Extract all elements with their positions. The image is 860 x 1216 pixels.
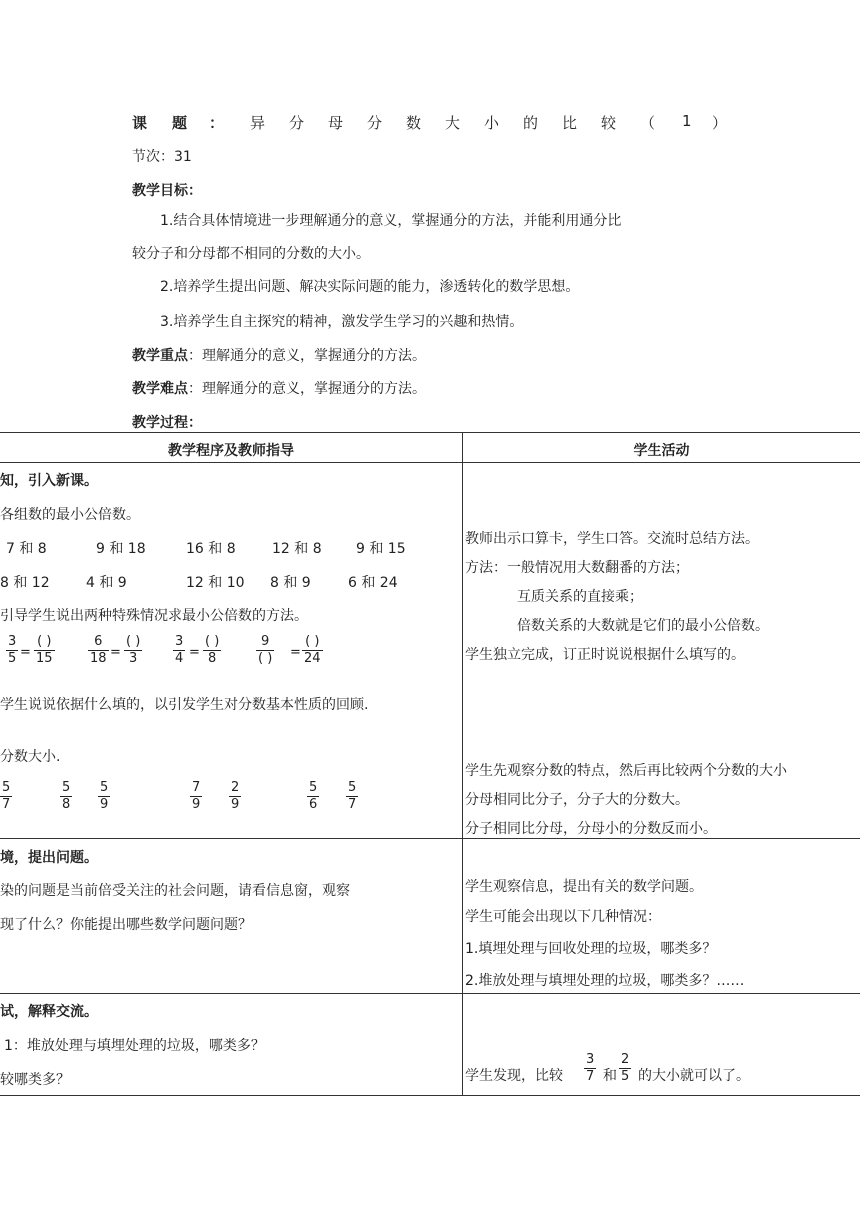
goal-2: 2.培养学生提出问题、解决实际问题的能力，渗透转化的数学思想。	[160, 279, 580, 295]
lcm-pair: 8 和 12	[0, 575, 50, 591]
lcm-pair: 4 和 9	[86, 575, 127, 591]
row3-heading: 试，解释交流。	[0, 1004, 98, 1020]
goal-1-line-1: 1.结合具体情境进一步理解通分的意义，掌握通分的方法，并能利用通分比	[160, 213, 622, 229]
lcm-pair: 12 和 10	[186, 575, 245, 591]
row2-right-line2: 学生可能会出现以下几种情况：	[465, 909, 661, 925]
row1-right-line3: 互质关系的直接乘；	[517, 589, 643, 605]
title-char: 数	[406, 114, 422, 132]
title-char: 大	[445, 114, 461, 132]
lcm-pair: 9 和 15	[356, 541, 406, 557]
lcm-pair: 6 和 24	[348, 575, 398, 591]
fraction: 5 7	[2, 780, 11, 812]
fraction: 3 7	[586, 1052, 595, 1084]
equals-sign: =	[20, 645, 31, 660]
focus-line	[132, 345, 426, 365]
row2-line2: 现了什么？你能提出哪些数学问题问题？	[0, 917, 252, 933]
row2-right-line3: 1.填埋处理与回收处理的垃圾，哪类多？	[465, 941, 717, 957]
row3-line2: 较哪类多？	[0, 1072, 70, 1088]
row1-right-line5: 学生独立完成，订正时说说根据什么填写的。	[465, 647, 745, 663]
lcm-pair: 7 和 8	[6, 541, 47, 557]
table-border-top	[0, 432, 860, 433]
row1-right-line4: 倍数关系的大数就是它们的最小公倍数。	[517, 618, 769, 634]
fraction: 7 9	[192, 780, 201, 812]
title-char: ：	[209, 114, 225, 132]
row1-right-line1: 教师出示口算卡，学生口答。交流时总结方法。	[465, 531, 759, 547]
row3-right-prefix: 学生发现，比较	[465, 1068, 563, 1084]
fraction-blank: ( ) 8	[205, 634, 220, 666]
difficulty-text: ：理解通分的意义，掌握通分的方法。	[188, 381, 426, 397]
title-char: 课	[132, 114, 148, 132]
row1-line4: 分数大小.	[0, 749, 61, 765]
column-divider	[462, 432, 463, 1096]
fraction-blank: 9 ( )	[258, 634, 273, 666]
section-number: 节次：31	[132, 149, 192, 165]
row1-line1: 各组数的最小公倍数。	[0, 507, 140, 523]
fraction: 5 6	[309, 780, 318, 812]
equals-sign: =	[189, 645, 200, 660]
equals-sign: =	[290, 645, 301, 660]
row3-line1: 1：堆放处理与填埋处理的垃圾，哪类多？	[4, 1038, 265, 1054]
row1-right-line8: 分子相同比分母，分母小的分数反而小。	[465, 821, 717, 837]
lcm-pair: 12 和 8	[272, 541, 322, 557]
column-header-teacher: 教学程序及教师指导	[168, 443, 294, 459]
equals-sign: =	[110, 645, 121, 660]
difficulty-line	[132, 378, 426, 398]
row1-line2: 引导学生说出两种特殊情况求最小公倍数的方法。	[0, 608, 308, 624]
lcm-pair: 16 和 8	[186, 541, 236, 557]
title-char: 小	[484, 114, 500, 132]
row3-right-mid: 和	[603, 1068, 617, 1084]
row2-line1: 染的问题是当前倍受关注的社会问题，请看信息窗，观察	[0, 883, 350, 899]
title-char: ）	[712, 114, 728, 132]
title-char: 异	[250, 114, 266, 132]
fraction-blank: ( ) 24	[304, 634, 321, 666]
row1-heading: 知，引入新课。	[0, 473, 98, 489]
row1-right-line2: 方法：一般情况用大数翻番的方法；	[465, 560, 689, 576]
fraction: 3 5	[8, 634, 17, 666]
row-divider	[0, 838, 860, 839]
column-header-student: 学生活动	[633, 443, 690, 459]
fraction-blank: ( ) 3	[126, 634, 141, 666]
fraction: 5 8	[62, 780, 71, 812]
title-char: 的	[523, 114, 539, 132]
row1-line3: 学生说说依据什么填的，以引发学生对分数基本性质的回顾.	[0, 697, 369, 713]
fraction: 5 7	[348, 780, 357, 812]
title-char: 比	[562, 114, 578, 132]
title-char: 题	[172, 114, 188, 132]
fraction-blank: ( ) 15	[36, 634, 53, 666]
title-char: 分	[367, 114, 383, 132]
title-char: （	[640, 114, 656, 132]
row2-right-line4: 2.堆放处理与填埋处理的垃圾，哪类多？……	[465, 973, 745, 989]
row-divider	[0, 993, 860, 994]
lcm-pair: 9 和 18	[96, 541, 146, 557]
fraction: 6 18	[90, 634, 107, 666]
title-char: 母	[328, 114, 344, 132]
title-char: 较	[601, 114, 617, 132]
fraction: 5 9	[100, 780, 109, 812]
focus-label: 教学重点	[132, 348, 188, 364]
difficulty-label: 教学难点	[132, 381, 188, 397]
fraction: 2 9	[231, 780, 240, 812]
process-label: 教学过程：	[132, 415, 202, 431]
lcm-pair: 8 和 9	[270, 575, 311, 591]
title-char: 1	[682, 112, 692, 130]
fraction: 3 4	[175, 634, 184, 666]
goals-label: 教学目标：	[132, 183, 202, 199]
table-border-bottom	[0, 1095, 860, 1096]
table-header-divider	[0, 462, 860, 463]
row2-heading: 境，提出问题。	[0, 850, 98, 866]
fraction: 2 5	[621, 1052, 630, 1084]
goal-3: 3.培养学生自主探究的精神，激发学生学习的兴趣和热情。	[160, 314, 524, 330]
row1-right-line6: 学生先观察分数的特点，然后再比较两个分数的大小	[465, 763, 787, 779]
goal-1-line-2: 较分子和分母都不相同的分数的大小。	[132, 246, 370, 262]
row2-right-line1: 学生观察信息，提出有关的数学问题。	[465, 879, 703, 895]
title-char: 分	[289, 114, 305, 132]
row1-right-line7: 分母相同比分子，分子大的分数大。	[465, 792, 689, 808]
focus-text: ：理解通分的意义，掌握通分的方法。	[188, 348, 426, 364]
row3-right-suffix: 的大小就可以了。	[638, 1068, 750, 1084]
